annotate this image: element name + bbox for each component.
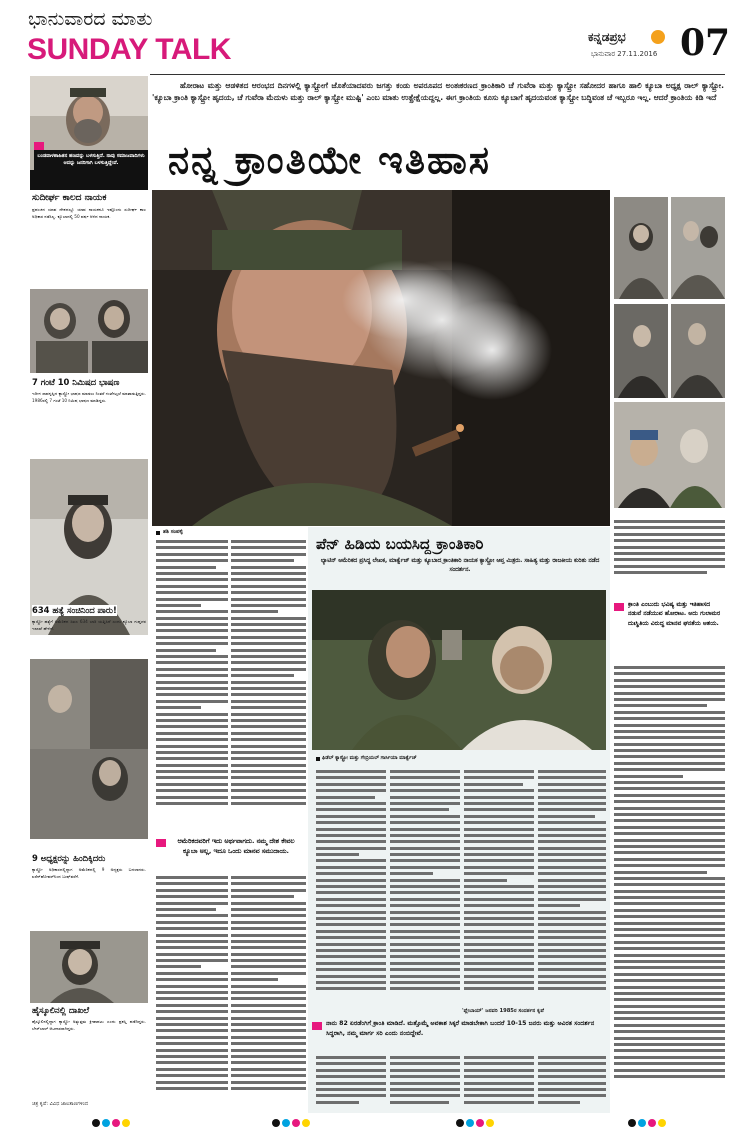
castro-marquez-photo: [312, 590, 606, 750]
quote-box-text: ಬಂಡವಾಳಶಾಹಿತನ ಹಣವನ್ನು ಬಳಸುತ್ತಿದೆ. ನಾವು ಸಮಾಜವಾದಿಗಳು ಅದನ್ನು ಜನರಿಗಾಗಿ ಬಳಸುತ್ತಿದ್ದೇವೆ.: [34, 150, 148, 170]
brand-logo-icon: [651, 30, 665, 44]
interview-col-2-text: [390, 770, 460, 1008]
castro-smiling-photo: [30, 931, 148, 1003]
issue-date: ಭಾನುವಾರ 27.11.2016: [591, 50, 658, 58]
center-col-1-text: [156, 540, 228, 840]
section-kicker: ಭಾನುವಾರದ ಮಾತು: [28, 8, 153, 30]
interview-quote-marker: [312, 1022, 322, 1030]
interview-col-6-text: [390, 1056, 460, 1112]
left-photo-credit: ಚಿತ್ರ ಕೃಪೆ: ವಿವಿಧ ಜಾಲತಾಣಗಳಿಂದ: [32, 1101, 89, 1107]
center-col-3-text: [156, 876, 228, 1108]
page-headline: ನನ್ನ ಕ್ರಾಂತಿಯೇ ಇತಿಹಾಸ: [168, 138, 491, 182]
center-quote-marker: [156, 839, 166, 847]
registration-marks-left: [92, 1112, 132, 1131]
registration-marks-center: [272, 1112, 312, 1131]
interview-col-1-text: [316, 770, 386, 1008]
interview-pullquote: ನಾನು 82 ಏರಡೆಂಗಿಗೆ ಕ್ರಾಂತಿ ಮಾಡಿದೆ. ಮತ್ತೊಮ್ಮೆ ಅವಕಾಶ ಸಿಕ್ಕರೆ ಮಾಡಬೇಕಾಗಿ ಬಂದರೆ 10-15 ಜನರು ಮತ್ತು ಅವಿರತ ಸಂದರ್ಶನ ಸಿದ್ಧರಾಗಿ, ನಮ್ಮ ಮಾರ್ಗ ಸರಿ ಎಂದು ನಂಬಿದ್ದೇವೆ.: [326, 1020, 595, 1037]
left-column: [30, 193, 148, 1113]
masthead: [0, 0, 750, 75]
center-pullquote: ಆಮೆರಿಕದವರಿಗೆ ಇದು ಅರ್ಥವಾಗದು. ನಮ್ಮ ದೇಶ ಕೇವಲ ಕ್ಯೂಬಾ ಅಲ್ಲ, ಇದೂ ಒಂದು ಮಾನವ ಸಮುದಾಯ.: [177, 837, 295, 855]
interview-col-7-text: [464, 1056, 534, 1112]
castro-seated-photo: [30, 659, 148, 839]
left-sec2-head: 7 ಗಂಟೆ 10 ನಿಮಿಷದ ಭಾಷಣ: [32, 377, 120, 387]
interview-col-5-text: [316, 1056, 386, 1112]
right-pullquote: ಕ್ರಾಂತಿ ಎಂಬುದು ಭವಿಷ್ಯ ಮತ್ತು ಇತಿಹಾಸದ ನಡುವೆ ನಡೆಯುವ ಹೋರಾಟ. ಅದು ಗುಲಾಮರ ದುಃಸ್ಥಿತಿಯ ವಿರುದ್ಧ ಮಾನವ ಘನತೆಯ ಆಶಯ.: [628, 601, 721, 627]
right-photo-5: [614, 402, 725, 508]
interview-credit: 'ಪ್ಲೇಬಾಯ್' ಜನವರಿ 1985ರ ಸಂದರ್ಶನ ಕೃಪೆ: [462, 1008, 544, 1014]
byline: ಶಶಿ ಸಂಪಳ್ಳಿ: [163, 529, 183, 535]
paper-name: ಕನ್ನಡಪ್ರಭ: [588, 30, 626, 44]
interview-col-8-text: [538, 1056, 606, 1112]
interview-deck: ಲ್ಯಾಟಿನ್ ಅಮೆರಿಕದ ಪ್ರಸಿದ್ಧ ಲೇಖಕ, ಮಾರ್ಕ್ವೆಜ್ ಮತ್ತು ಕ್ಯೂಬಾದ ಕ್ರಾಂತಿಕಾರಿ ನಾಯಕ ಕ್ಯಾಸ್ಟ್ರೋ ಆಪ್ತ ಮಿತ್ರರು. ಸಾಹಿತ್ಯ ಮತ್ತು ರಾಜಕೀಯ ಕುರಿತು ನಡೆದ ಸಂದರ್ಶನ.: [320, 558, 600, 573]
registration-marks-right: [628, 1112, 668, 1131]
left-sec3-head: 634 ಹತ್ಯೆ ಸಂಚಿನಿಂದ ಪಾರು!: [32, 605, 117, 615]
left-sec5-body: ಹೈಸ್ಕೂಲಿನಲ್ಲಿದ್ದಾಗ ಕ್ಯಾಸ್ಟ್ರೋ ಅತ್ಯುತ್ತಮ ಕ್ರೀಡಾಪಟು ಎಂದು ಪ್ರಶಸ್ತಿ ಪಡೆದಿದ್ದರು. ಬೇಸ್‌ಬಾಲ್ ಆಟಗಾರರಾಗಿದ್ದರು.: [32, 1019, 146, 1031]
left-sec2-body: ಇದೀಗ ಸಾವನ್ನಪ್ಪಿದ ಕ್ಯಾಸ್ಟ್ರೋ ಭಾಷಣ ಮಾಡಲು ನಿಂತರೆ ಗಂಟೆಗಟ್ಟಲೆ ಮಾತಾಡುತ್ತಿದ್ದರು. 1986ರಲ್ಲಿ 7 ಗಂಟೆ 10 ನಿಮಿಷ ಭಾಷಣ ಮಾಡಿದ್ದರು.: [32, 391, 146, 403]
interview-photo-caption: ಫಿಡೆಲ್ ಕ್ಯಾಸ್ಟ್ರೋ ಮತ್ತು ಗೇಬ್ರಿಯಲ್ ಗಾರ್ಸಿಯಾ ಮಾರ್ಕ್ವೆಜ್: [322, 755, 417, 761]
right-photo-2: [671, 197, 725, 299]
section-title: SUNDAY TALK: [27, 33, 231, 66]
castro-cigar-photo: [152, 190, 610, 526]
right-col-text-top: [614, 520, 725, 586]
registration-marks-center-2: [456, 1112, 496, 1131]
left-sec5-head: ಹೈಸ್ಕೂಲಿನಲ್ಲಿ ದಾಖಲೆ: [32, 1005, 90, 1015]
left-sec3-body: ಕ್ಯಾಸ್ಟ್ರೋ ಹತ್ಯೆಗೆ ಅಮೆರಿಕದ ಸಿಐಎ 634 ಬಾರಿ ಯತ್ನಿಸಿದೆ ಎಂದು ಕ್ಯೂಬಾ ಗುಪ್ತಚರ ಇಲಾಖೆ ಹೇಳಿದೆ.: [32, 619, 146, 631]
byline-dot: [156, 531, 160, 535]
interview-col-3-text: [464, 770, 534, 1008]
right-quote-marker: [614, 603, 624, 611]
quote-icon: [34, 142, 44, 150]
left-sec4-body: ಕ್ಯಾಸ್ಟ್ರೋ ಅಧಿಕಾರದಲ್ಲಿದ್ದಾಗ ಅಮೆರಿಕದಲ್ಲಿ 9 ಅಧ್ಯಕ್ಷರು ಬದಲಾದರು. ಐಸೆನ್‌ಹೋವರ್‌ನಿಂದ ಬುಷ್‌ವರೆಗೆ.: [32, 867, 146, 879]
left-sec4-head: 9 ಅಧ್ಯಕ್ಷರನ್ನು ಹಿಂದಿಕ್ಕಿದರು: [32, 853, 106, 863]
right-photo-1: [614, 197, 668, 299]
left-sec1-body: ಪ್ರಪಂಚದ ಯಾವ ದೇಶದಲ್ಲೂ ಯಾವ ನಾಯಕನೂ ಇಷ್ಟೊಂದು ಸುದೀರ್ಘ ಕಾಲ ಅಧಿಕಾರ ನಡೆಸಿಲ್ಲ. ಕ್ಯೂಬಾದಲ್ಲಿ 50 ವರ್ಷ ಆಳಿದ ನಾಯಕ.: [32, 207, 146, 219]
interview-col-4-text: [538, 770, 606, 1008]
center-col-2-text: [231, 540, 306, 840]
quote-box: [30, 170, 148, 190]
left-sec1-head: ಸುದೀರ್ಘ ಕಾಲದ ನಾಯಕ: [32, 193, 107, 203]
center-col-4-text: [231, 876, 306, 1108]
interview-headline: ಪೆನ್ ಹಿಡಿಯ ಬಯಸಿದ್ದ ಕ್ರಾಂತಿಕಾರಿ: [316, 535, 484, 553]
intro-text: ಹೋರಾಟ ಮತ್ತು ಆಡಳಿತದ ಆರಂಭದ ದಿನಗಳಲ್ಲಿ ಕ್ಯಾಸ್ಟ್ರೋಗೆ ಜೊತೆಯಾದವರು ಜಗತ್ತು ಕಂಡು ಅಪರೂಪದ ಅಂತಃಕರಣದ ಕ್ರಾಂತಿಕಾರಿ ಚೆ ಗುವೆರಾ ಮತ್ತು ಕ್ಯಾಸ್ಟ್ರೋ ಸಹೋದರ ಹಾಗೂ ಹಾಲಿ ಕ್ಯೂಬಾ ಅಧ್ಯಕ್ಷ ರಾಲ್ ಕ್ಯಾಸ್ಟ್ರೋ. 'ಕ್ಯೂಬಾ ಕ್ರಾಂತಿ ಕ್ಯಾಸ್ಟ್ರೋ ಹೃದಯ, ಚೆ ಗುವೆರಾ ಮೆದುಳು ಮತ್ತು ರಾಲ್ ಕ್ಯಾಸ್ಟ್ರೋ ಮುಷ್ಟಿ' ಎಂಬ ಮಾತು ಉತ್ಪ್ರೇಕ್ಷೆಯದ್ದಲ್ಲ. ಈಗ ಕ್ರಾಂತಿಯ ಕೂಸು ಕ್ಯೂಬಾಗೆ ಹೃದಯವಂತ ಕ್ಯಾಸ್ಟ್ರೋ ಬದ್ಧಿವಂತ ಚೆ ಇಬ್ಬರೂ ಇಲ್ಲ. ಆದರೆ ಕ್ರಾಂತಿಯ ಕಿಡಿ ಇದೆ: [152, 81, 724, 103]
interview-caption-marker: [316, 757, 320, 761]
top-rule: [150, 74, 725, 75]
right-photo-4: [671, 304, 725, 398]
right-col-text-bottom: [614, 666, 725, 1110]
castro-che-photo: [30, 289, 148, 373]
page-number: 07: [680, 22, 731, 64]
right-photo-3: [614, 304, 668, 398]
